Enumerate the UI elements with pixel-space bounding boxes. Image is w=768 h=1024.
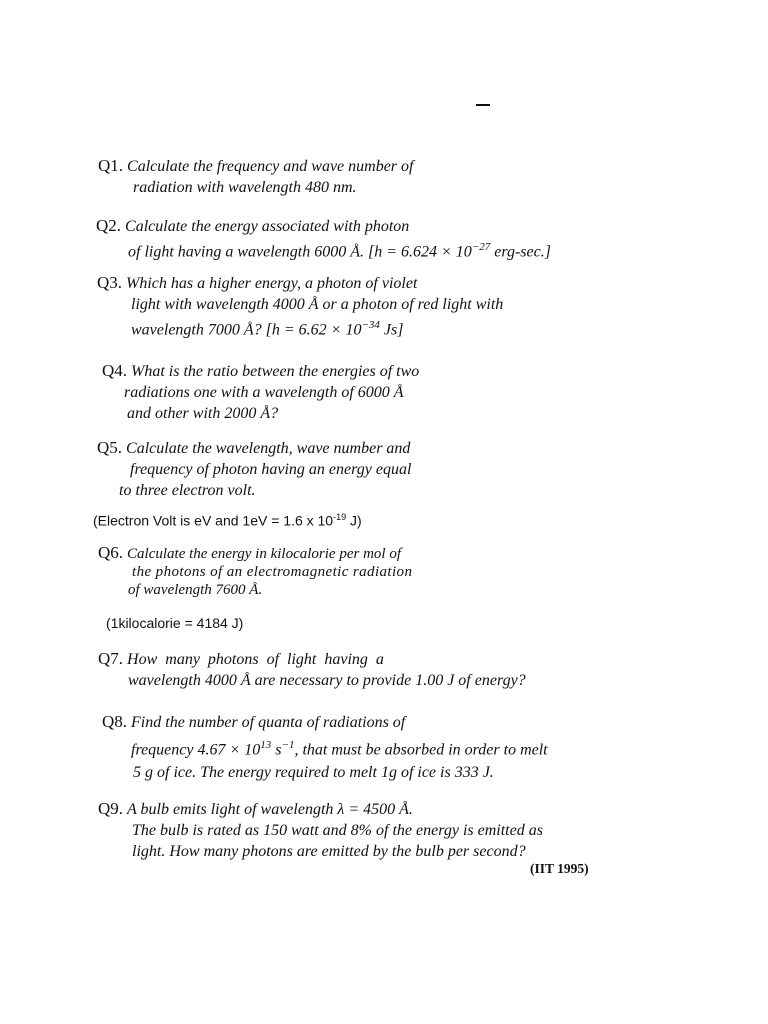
question-text: Calculate the energy in kilocalorie per mol of	[127, 546, 401, 562]
question-8	[102, 710, 548, 784]
question-number: Q3.	[97, 273, 123, 292]
question-text: Calculate the energy associated with photon	[125, 218, 410, 235]
question-1	[98, 155, 413, 198]
exponent: −27	[471, 241, 491, 253]
question-text: wavelength 4000 Å are necessary to provide 1.00 J of energy?	[128, 672, 526, 689]
question-text: radiations one with a wavelength of 6000 Å	[124, 384, 404, 401]
question-text: and other with 2000 Å?	[127, 405, 279, 422]
question-9	[98, 798, 543, 862]
question-text: Js]	[379, 321, 404, 339]
question-text: The bulb is rated as 150 watt and 8% of the energy is emitted as	[132, 822, 543, 839]
question-text: 5 g of ice. The energy required to melt 1g of ice is 333 J.	[133, 764, 494, 782]
question-text: of wavelength 7600 Å.	[128, 582, 263, 598]
question-number: Q7.	[98, 649, 124, 668]
exponent: 13	[260, 739, 272, 751]
question-number: Q4.	[102, 361, 128, 380]
question-text: What is the ratio between the energies of two	[131, 363, 420, 380]
question-text: erg-sec.]	[490, 243, 551, 261]
exponent: -19	[333, 512, 347, 522]
note-electron-volt	[93, 512, 362, 529]
question-text: A bulb emits light of wavelength λ = 4500 Å.	[127, 801, 413, 818]
source-reference: (IIT 1995)	[530, 861, 589, 876]
question-3	[97, 272, 503, 340]
question-text: radiation with wavelength 480 nm.	[133, 179, 357, 196]
question-text: the photons of an electromagnetic radiation	[132, 564, 413, 580]
question-text: Which has a higher energy, a photon of violet	[126, 275, 418, 292]
exponent: −34	[361, 319, 380, 331]
question-text: frequency of photon having an energy equal	[130, 461, 412, 478]
question-text: to three electron volt.	[119, 482, 256, 499]
dash-mark	[476, 104, 490, 106]
question-text: Calculate the wavelength, wave number and	[126, 440, 411, 457]
question-6	[98, 544, 412, 599]
question-text: Find the number of quanta of radiations of	[131, 714, 406, 731]
question-text: wavelength 7000 Å? [h = 6.62 × 10	[131, 321, 362, 339]
question-text: , that must be absorbed in order to melt	[294, 741, 548, 759]
question-number: Q9.	[98, 799, 124, 818]
question-text: of light having a wavelength 6000 Å. [h = 6.624 × 10	[128, 243, 472, 261]
question-7	[98, 648, 526, 691]
note-text: J)	[346, 512, 362, 529]
note-text: (Electron Volt is eV and 1eV = 1.6 x 10	[93, 512, 334, 529]
question-number: Q5.	[97, 438, 123, 457]
question-number: Q1.	[98, 156, 124, 175]
question-text: light. How many photons are emitted by the bulb per second?	[132, 843, 526, 860]
question-text: s	[271, 741, 282, 759]
question-number: Q2.	[96, 216, 122, 235]
question-number: Q6.	[98, 543, 124, 562]
question-number: Q8.	[102, 712, 128, 731]
question-text: How many photons of light having a	[127, 651, 384, 668]
exponent: −1	[281, 739, 295, 751]
note-kilocalorie: (1kilocalorie = 4184 J)	[106, 615, 244, 631]
question-5	[97, 437, 411, 501]
question-text: Calculate the frequency and wave number of	[127, 158, 414, 175]
question-text: light with wavelength 4000 Å or a photon of red light with	[131, 296, 504, 313]
question-2	[96, 215, 551, 262]
question-text: frequency 4.67 × 10	[131, 741, 261, 759]
question-4	[102, 360, 419, 424]
